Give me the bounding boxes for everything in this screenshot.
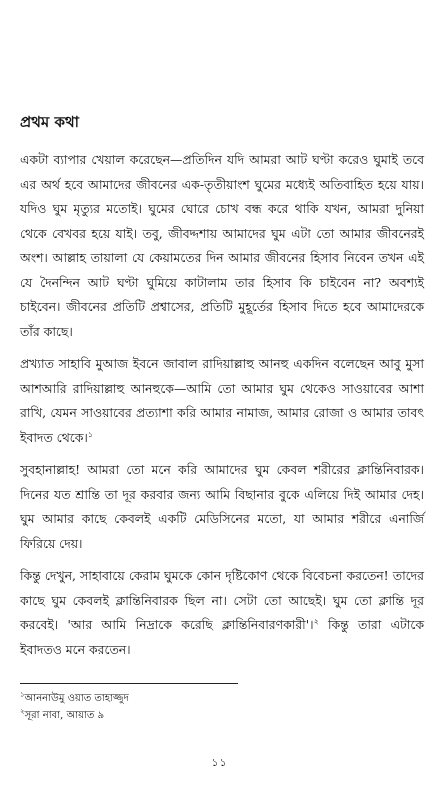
paragraph-2 <box>20 352 424 450</box>
page-number: ১১ <box>211 756 228 769</box>
paragraph-text-continued: কিন্তু তারা এটাকে ইবাদতও মনে করতেন। <box>20 617 424 657</box>
footnote-marker: ২ <box>20 707 25 716</box>
footnote-2 <box>20 707 129 724</box>
footnote-reference[interactable]: ১ <box>87 429 94 439</box>
paragraph-text: সুবহানাল্লাহ! আমরা তো মনে করি আমাদের ঘুম কেবল শরীরের ক্লান্তিনিবারক। দিনের যত শ্রান্তি তা দূর করবার জন্য আমি বিছানার বুকে এলিয়ে দিই আমার দেহ। ঘুম আমার কাছে কেবলই একটি মেডিসিনের মতো, যা আমার শরীরে এনার্জি ফিরিয়ে দেয়। <box>20 462 424 551</box>
paragraph-text: কিন্তু দেখুন, সাহাবায়ে কেরাম ঘুমকে কোন দৃষ্টিকোণ থেকে বিবেচনা করতেন! তাদের কাছে ঘুম কেবলই ক্লান্তিনিবারক ছিল না। সেটা তো আছেই। ঘুম তো ক্লান্তি দূর করবেই। 'আর আমি নিদ্রাকে করেছি ক্লান্তিনিবারণকারী'। <box>20 568 424 632</box>
footnote-divider <box>20 683 238 684</box>
footnote-marker: ১ <box>20 690 25 699</box>
paragraph-text: একটা ব্যাপার খেয়াল করেছেন—প্রতিদিন যদি আমরা আট ঘণ্টা করেও ঘুমাই তবে এর অর্থ হবে আমাদের জীবনের এক-তৃতীয়াংশ ঘুমের মধ্যেই অতিবাহিত হয়ে যায়। যদিও ঘুম মৃত্যুর মতোই। ঘুমের ঘোরে চোখ বন্ধ করে থাকি যখন, আমরা দুনিয়া থেকে বেখবর হয়ে যাই। তবু, জীবদ্দশায় আমাদের ঘুম এটা তো আমার জীবনেরই অংশ। আল্লাহ তায়ালা যে কেয়ামতের দিন আমার জীবনের হিসাব নিবেন তখন এই যে দৈনন্দিন আট ঘণ্টা ঘুমিয়ে কাটালাম তার হিসাব কি চাইবেন না? অবশ্যই চাইবেন। জীবনের প্রতিটি প্রশ্বাসের, প্রতিটি মুহূর্তের হিসাব দিতে হবে আমাদেরকে তাঁর কাছে। <box>20 152 424 339</box>
footnote-reference[interactable]: ২ <box>313 616 319 626</box>
footnote-text: সূরা নাবা, আয়াত ৯ <box>24 710 105 721</box>
paragraph-4 <box>20 564 424 662</box>
paragraph-3 <box>20 458 424 556</box>
footnote-text: আননাউমু ওয়াত তাহাজ্জুদ <box>24 693 129 704</box>
paragraph-1 <box>20 148 424 344</box>
chapter-heading: প্রথম কথা <box>20 113 80 131</box>
footnotes <box>20 690 129 724</box>
paragraph-text: প্রখ্যাত সাহাবি মুআজ ইবনে জাবাল রাদিয়াল্লাহু আনহু একদিন বলেছেন আবু মুসা আশআরি রাদিয়াল্লাহু আনহুকে—আমি তো আমার ঘুম থেকেও সাওয়াবের আশা রাখি, যেমন সাওয়াবের প্রত্যাশা করি আমার নামাজ, আমার রোজা ও আমার তাবৎ ইবাদত থেকে। <box>20 356 424 445</box>
body-text <box>20 148 424 670</box>
footnote-1 <box>20 690 129 707</box>
